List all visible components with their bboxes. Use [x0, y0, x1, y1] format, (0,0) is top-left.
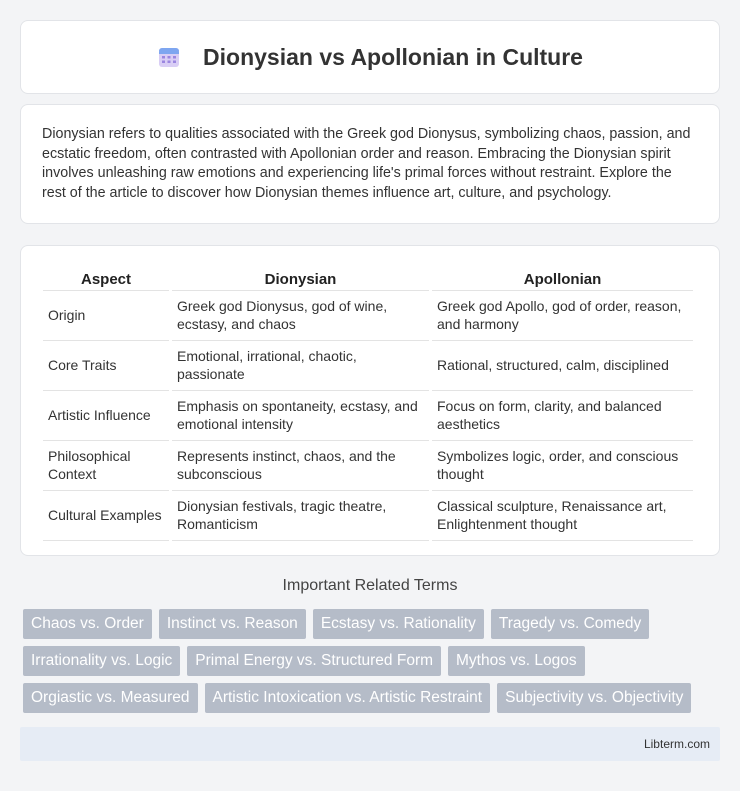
- table-cell-dionysian: Emphasis on spontaneity, ecstasy, and emotional intensity: [172, 391, 429, 441]
- table-row: [43, 491, 693, 541]
- comparison-table-card: [20, 245, 720, 556]
- related-term-tag[interactable]: Artistic Intoxication vs. Artistic Restraint: [205, 683, 491, 713]
- related-term-tag[interactable]: Primal Energy vs. Structured Form: [187, 646, 441, 676]
- comparison-table: [40, 266, 696, 541]
- table-cell-apollonian: Classical sculpture, Renaissance art, Enlightenment thought: [432, 491, 693, 541]
- table-cell-aspect: Philosophical Context: [43, 441, 169, 491]
- column-header-dionysian: Dionysian: [172, 266, 429, 291]
- table-row: [43, 391, 693, 441]
- related-term-tag[interactable]: Instinct vs. Reason: [159, 609, 306, 639]
- table-cell-dionysian: Greek god Dionysus, god of wine, ecstasy, and chaos: [172, 291, 429, 341]
- related-term-tag[interactable]: Chaos vs. Order: [23, 609, 152, 639]
- column-header-aspect: Aspect: [43, 266, 169, 291]
- related-term-tag[interactable]: Irrationality vs. Logic: [23, 646, 180, 676]
- related-term-tag[interactable]: Orgiastic vs. Measured: [23, 683, 198, 713]
- tag-row: [23, 646, 723, 676]
- related-term-tag[interactable]: Tragedy vs. Comedy: [491, 609, 649, 639]
- related-terms-title: Important Related Terms: [282, 577, 458, 594]
- table-cell-apollonian: Symbolizes logic, order, and conscious thought: [432, 441, 693, 491]
- intro-text: Dionysian refers to qualities associated with the Greek god Dionysus, symbolizing chaos, passion, and ecstatic freedom, often contrasted with Apollonian order and reason. Embracing the Dionysian spirit involves unleashing raw emotions and experiencing life's primal forces without restraint. Explore the rest of the article to discover how Dionysian themes influence art, culture, and psychology.: [42, 126, 691, 201]
- related-term-tag[interactable]: Subjectivity vs. Objectivity: [497, 683, 691, 713]
- page-title: Dionysian vs Apollonian in Culture: [203, 43, 583, 70]
- related-term-tag[interactable]: Mythos vs. Logos: [448, 646, 585, 676]
- table-row: [43, 341, 693, 391]
- table-row: [43, 291, 693, 341]
- table-cell-aspect: Artistic Influence: [43, 391, 169, 441]
- table-cell-dionysian: Represents instinct, chaos, and the subconscious: [172, 441, 429, 491]
- related-terms-list: [23, 609, 723, 720]
- table-cell-aspect: Core Traits: [43, 341, 169, 391]
- table-cell-dionysian: Emotional, irrational, chaotic, passionate: [172, 341, 429, 391]
- table-cell-aspect: Origin: [43, 291, 169, 341]
- tag-row: [23, 683, 723, 713]
- related-term-tag[interactable]: Ecstasy vs. Rationality: [313, 609, 484, 639]
- intro-card: [20, 104, 720, 224]
- footer: [20, 727, 720, 761]
- column-header-apollonian: Apollonian: [432, 266, 693, 291]
- table-cell-apollonian: Greek god Apollo, god of order, reason, and harmony: [432, 291, 693, 341]
- calendar-icon: [157, 45, 181, 69]
- header-card: [20, 20, 720, 94]
- table-cell-dionysian: Dionysian festivals, tragic theatre, Romanticism: [172, 491, 429, 541]
- tag-row: [23, 609, 723, 639]
- table-cell-apollonian: Rational, structured, calm, disciplined: [432, 341, 693, 391]
- footer-brand[interactable]: Libterm.com: [643, 737, 710, 751]
- table-cell-aspect: Cultural Examples: [43, 491, 169, 541]
- table-header-row: [43, 266, 693, 291]
- table-row: [43, 441, 693, 491]
- table-cell-apollonian: Focus on form, clarity, and balanced aesthetics: [432, 391, 693, 441]
